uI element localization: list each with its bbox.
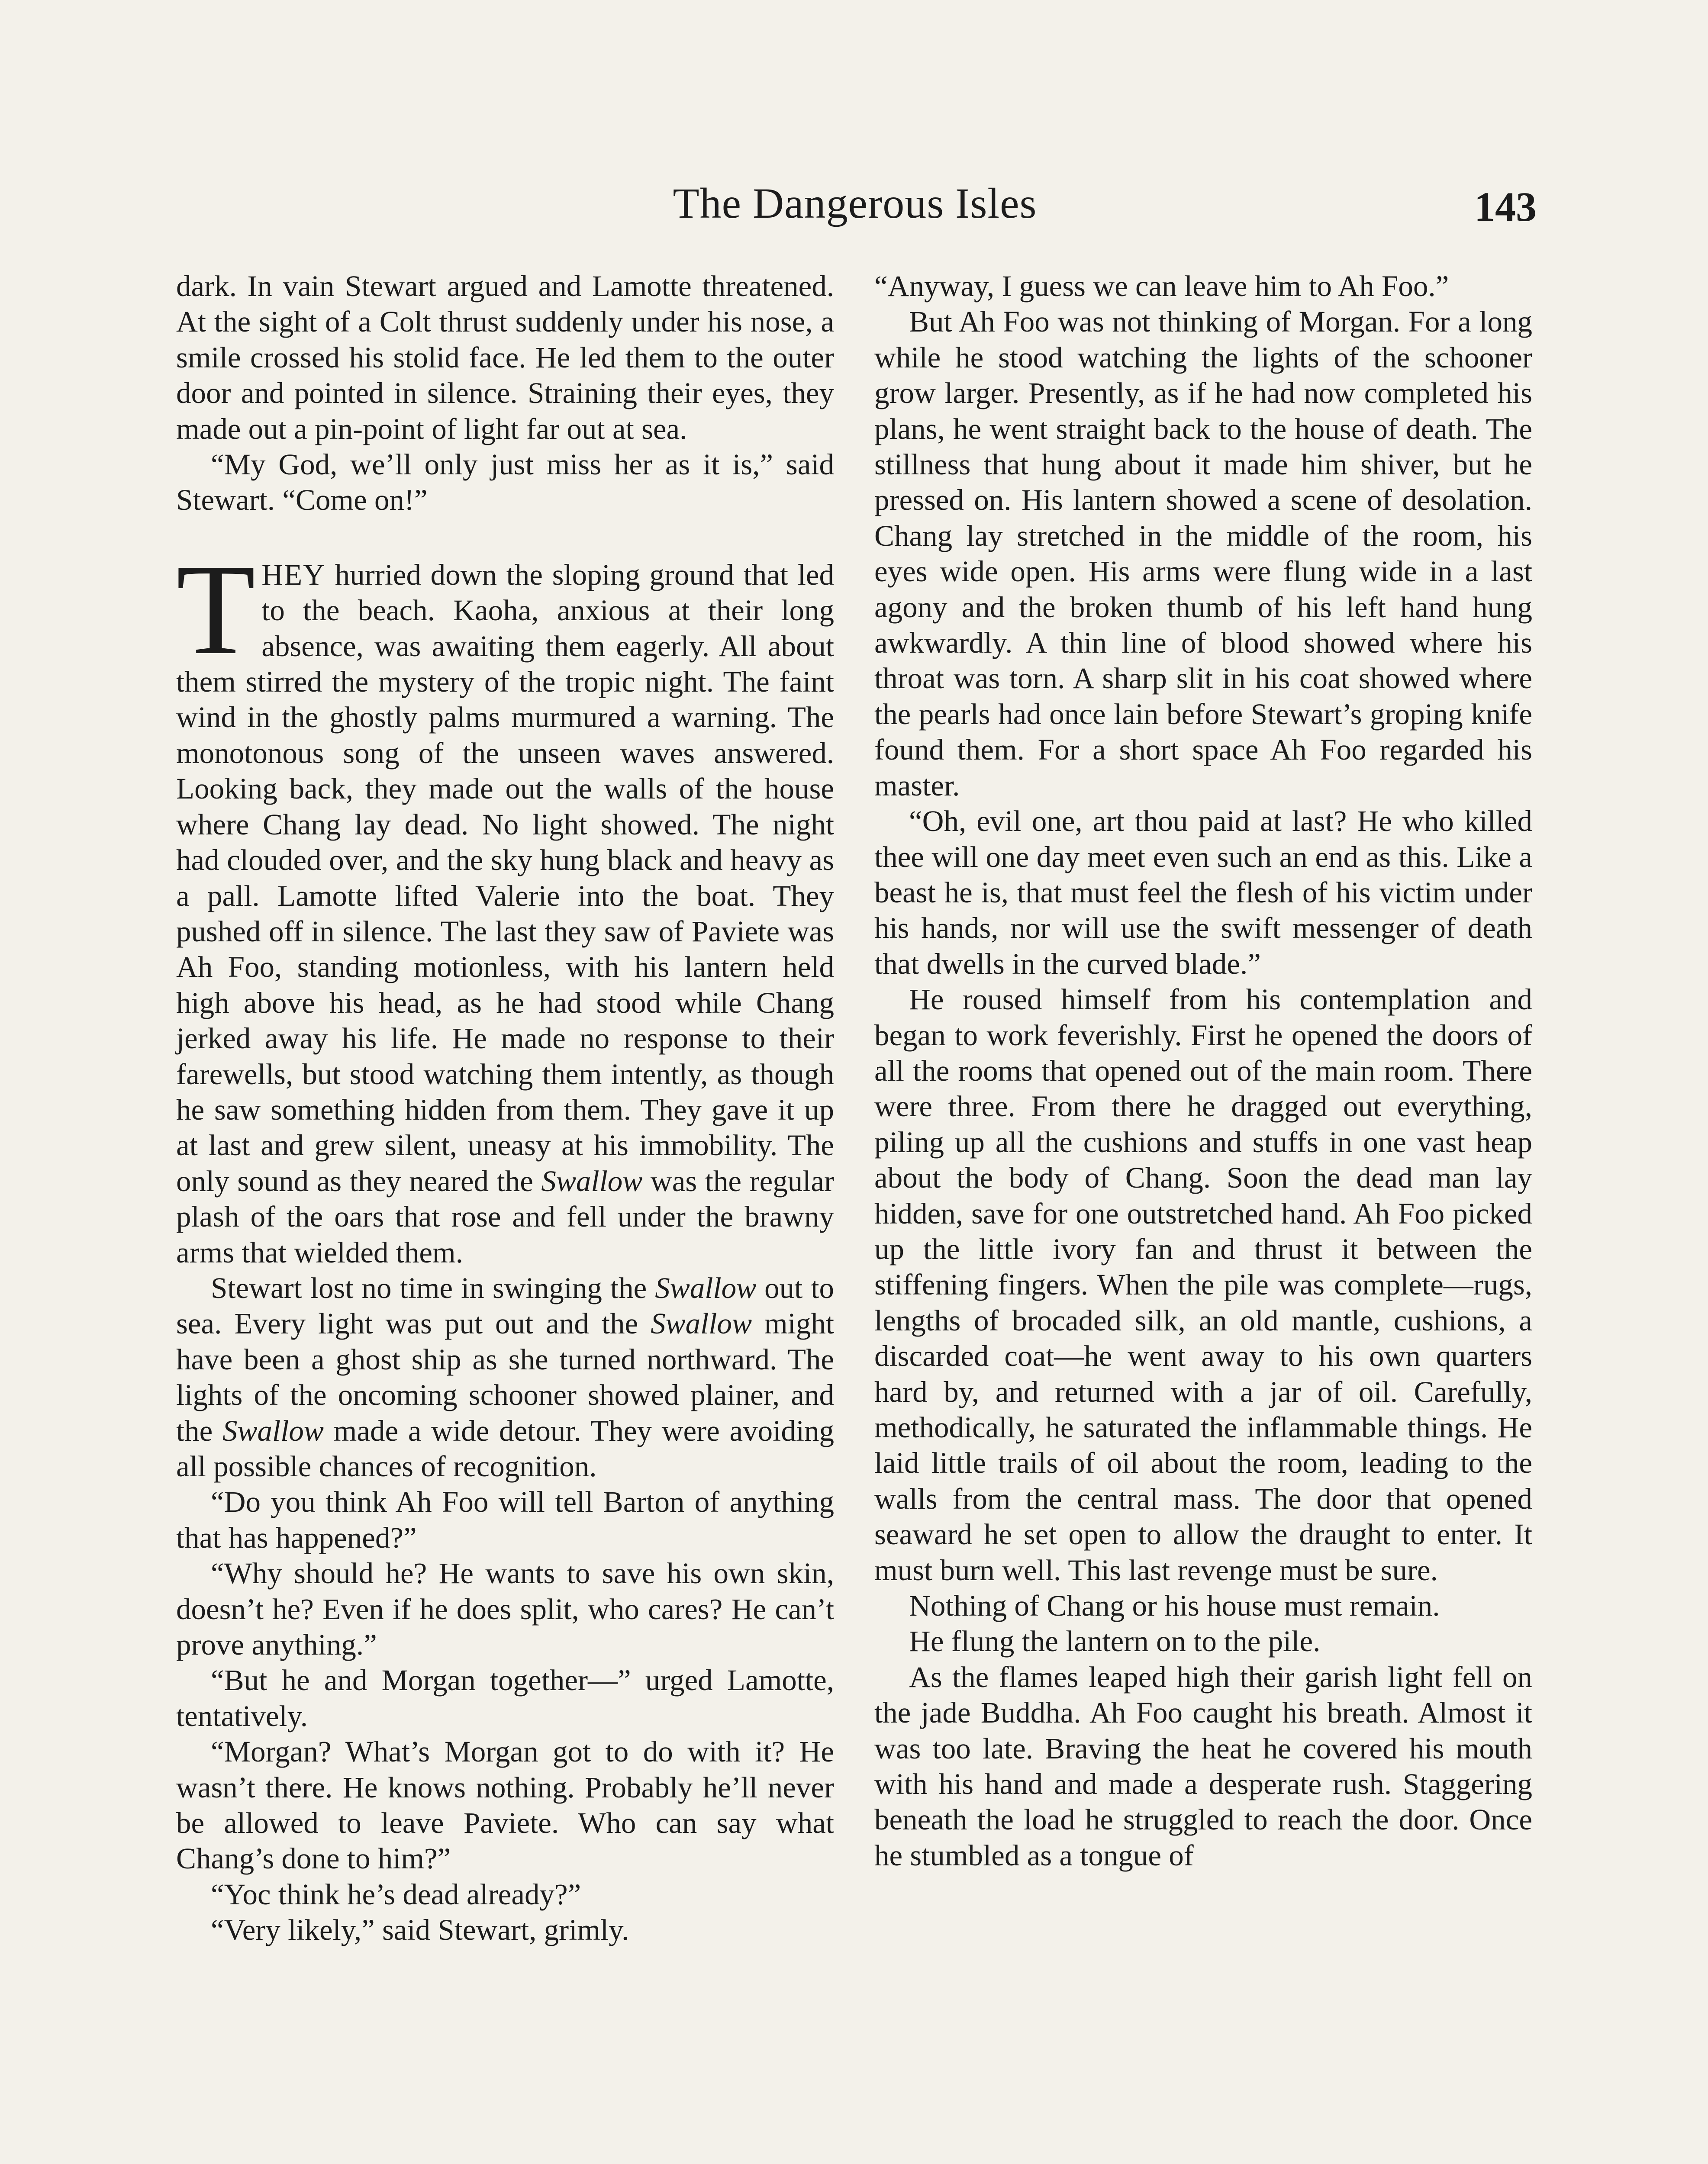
paragraph: He flung the lantern on to the pile. (909, 1625, 1321, 1658)
ship-name: Swallow (541, 1164, 643, 1198)
paragraph: “Very likely,” said Stewart, grimly. (211, 1913, 629, 1947)
paragraph-text: might have been a ghost ship as she turned northward. The lights of the oncoming schooner showed plainer, and the (176, 1307, 835, 1447)
paragraph: “Why should he? He wants to save his own skin, doesn’t he? Even if he does split, who cares? He can’t prove anything.” (176, 1557, 834, 1662)
paragraph: “Do you think Ah Foo will tell Barton of anything that has happened?” (176, 1485, 834, 1554)
paragraph: dark. In vain Stewart argued and Lamotte threatened. At the sight of a Colt thrust suddenly under his nose, a smile crossed his stolid face. He led them to the outer door and pointed in silence. Straining their eyes, they made out a pin-point of light far out at sea. (176, 270, 834, 445)
paragraph (176, 1270, 834, 1484)
paragraph-text: made a wide detour. They were avoiding all possible chances of recognition. (176, 1414, 834, 1483)
paragraph: As the flames leaped high their garish light fell on the jade Buddha. Ah Foo caught his breath. Almost it was too late. Braving the heat he covered his mouth with his hand and made a desperate rush. Staggering beneath the load he struggled to reach the door. Once he stumbled as a tongue of (874, 1660, 1532, 1872)
paragraph-text: was the regular plash of the oars that rose and fell under the brawny arms that wielded them. (176, 1164, 835, 1269)
ship-name: Swallow (651, 1307, 752, 1340)
ship-name: Swallow (222, 1414, 324, 1447)
small-caps-lead: HEY (261, 558, 326, 591)
paragraph: “My God, we’ll only just miss her as it is,” said Stewart. “Come on!” (176, 448, 834, 517)
paragraph: “Yoc think he’s dead already?” (211, 1877, 581, 1911)
ship-name: Swallow (655, 1271, 757, 1304)
paragraph: Nothing of Chang or his house must remain. (909, 1589, 1440, 1623)
drop-cap: T (176, 537, 256, 681)
left-column (176, 268, 834, 1948)
paragraph-text: Stewart lost no time in swinging the (211, 1271, 655, 1304)
running-head (173, 175, 1537, 236)
right-column (874, 268, 1532, 1873)
paragraph: “Anyway, I guess we can leave him to Ah Foo.” (874, 270, 1449, 303)
page-number: 143 (1474, 184, 1537, 230)
paragraph: “Oh, evil one, art thou paid at last? He who killed thee will one day meet even such an end as this. Like a beast he is, that must feel the flesh of his victim under his hands, nor will use the swift messenger of death that dwells in the curved blade.” (874, 805, 1532, 980)
paragraph: But Ah Foo was not thinking of Morgan. For a long while he stood watching the lights of the schooner grow larger. Presently, as if he had now completed his plans, he went straight back to the house of death. The stillness that hung about it made him shiver, but he pressed on. His lantern showed a scene of desolation. Chang lay stretched in the middle of the room, his eyes wide open. His arms were flung wide in a last agony and the broken thumb of his left hand hung awkwardly. A thin line of blood showed where his throat was torn. A sharp slit in his coat showed where the pearls had once lain before Stewart’s groping knife found them. For a short space Ah Foo regarded his master. (874, 305, 1532, 802)
paragraph: “Morgan? What’s Morgan got to do with it? He wasn’t there. He knows nothing. Probably he’ll never be allowed to leave Paviete. Who can say what Chang’s done to him?” (176, 1735, 834, 1875)
section-paragraph (176, 537, 835, 1270)
paragraph: He roused himself from his contemplation and began to work feverishly. First he opened the doors of all the rooms that opened out of the main room. There were three. From there he dragged out everything, piling up all the cushions and stuffs in one vast heap about the body of Chang. Soon the dead man lay hidden, save for one outstretched hand. Ah Foo picked up the little ivory fan and thrust it between the stiffening fingers. When the pile was complete—rugs, lengths of brocaded silk, an old mantle, cushions, a discarded coat—he went away to his own quarters hard by, and returned with a jar of oil. Carefully, methodically, he saturated the inflammable things. He laid little trails of oil about the room, leading to the walls from the central mass. The door that opened seaward he set open to allow the draught to enter. It must burn well. This last revenge must be sure. (874, 983, 1532, 1587)
paragraph: “But he and Morgan together—” urged Lamotte, tentatively. (176, 1664, 834, 1732)
paragraph-text: hurried down the sloping ground that led to the beach. Kaoha, anxious at their long absence, was awaiting them eagerly. All about them stirred the mystery of the tropic night. The faint wind in the ghostly palms murmured a warning. The monotonous song of the unseen waves answered. Looking back, they made out the walls of the house where Chang lay dead. No light showed. The night had clouded over, and the sky hung black and heavy as a pall. Lamotte lifted Valerie into the boat. They pushed off in silence. The last they saw of Paviete was Ah Foo, standing motionless, with his lantern held high above his head, as he had stood while Chang jerked away his life. He made no response to their farewells, but stood watching them intently, as though he saw something hidden from them. They gave it up at last and grew silent, uneasy at his immobility. The only sound as they neared the (176, 558, 834, 1198)
paragraph-text: out to sea. Every light was put out and the (176, 1271, 835, 1340)
running-title: The Dangerous Isles (673, 179, 1037, 227)
